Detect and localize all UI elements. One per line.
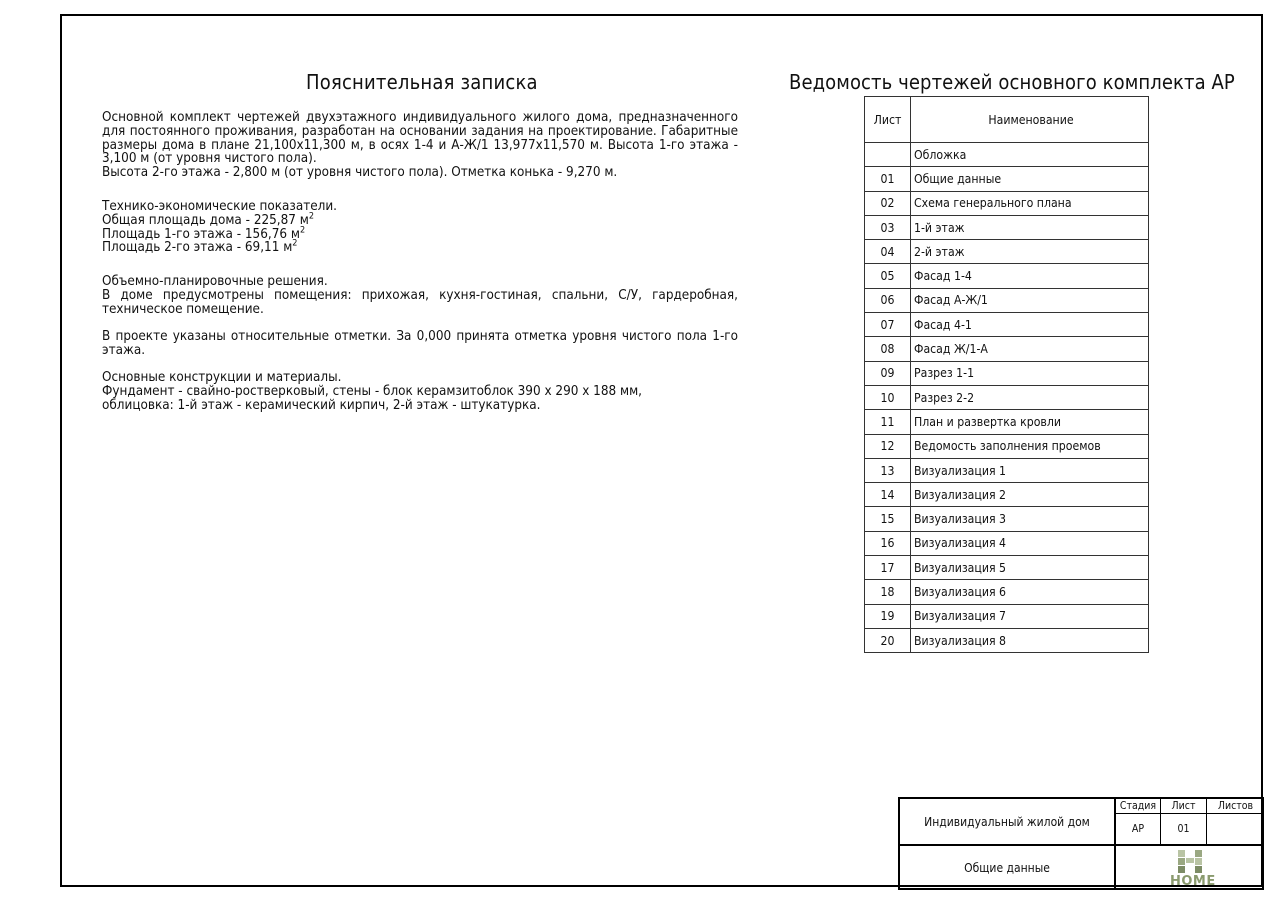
sheet-title-cell: Визуализация 8: [911, 628, 1149, 652]
sheet-title-cell: Визуализация 2: [911, 483, 1149, 507]
constr-line-1: Фундамент - свайно-ростверковый, стены - блок керамзитоблок 390 х 290 х 188 мм,: [102, 383, 642, 399]
sheet-title-cell: Визуализация 3: [911, 507, 1149, 531]
sheet-title-cell: Фасад Ж/1-А: [911, 337, 1149, 361]
title-block: [898, 797, 1264, 890]
table-row: [865, 288, 1149, 312]
sheet-title-cell: План и развертка кровли: [911, 410, 1149, 434]
sheet-value: 01: [1161, 814, 1207, 844]
table-header-row: [865, 97, 1149, 143]
sheets-label: Листов: [1207, 799, 1264, 814]
table-row: [865, 264, 1149, 288]
sheet-title-cell: Разрез 2-2: [911, 385, 1149, 409]
sheet-title-cell: Визуализация 6: [911, 580, 1149, 604]
col-name-header: Наименование: [911, 97, 1149, 143]
table-row: [865, 483, 1149, 507]
sheet-number-cell: 13: [865, 458, 911, 482]
sheet-number-cell: 01: [865, 167, 911, 191]
sheet-number-cell: 03: [865, 215, 911, 239]
sheet-title-cell: Фасад 4-1: [911, 313, 1149, 337]
table-row: [865, 337, 1149, 361]
table-row: [865, 604, 1149, 628]
sheet-number-cell: 19: [865, 604, 911, 628]
sheet-number-cell: 10: [865, 385, 911, 409]
drawings-table-body: [865, 143, 1149, 653]
table-row: [865, 215, 1149, 239]
plan-heading: Объемно-планировочные решения.: [102, 274, 328, 290]
table-row: [865, 434, 1149, 458]
table-row: [865, 361, 1149, 385]
sheet-number-cell: 11: [865, 410, 911, 434]
note-paragraph-1: Основной комплект чертежей двухэтажного индивидуального жилого дома, предназначенного для постоянного проживания, разработан на основании задания на проектирование. Габаритные размеры дома в плане 21,100х11,300 м, в осях 1-4 и А-Ж/1 13,977х11,570 м. Высота 1-го этажа - 3,100 м (от уровня чистого пола).: [102, 110, 738, 167]
sheet-number-cell: 02: [865, 191, 911, 215]
table-row: [865, 313, 1149, 337]
levels-text: В проекте указаны относительные отметки. За 0,000 принята отметка уровня чистого пола 1-го этажа.: [102, 329, 738, 358]
area-floor-1: Площадь 1-го этажа - 156,76 $м^2$: [102, 225, 306, 242]
constr-heading: Основные конструкции и материалы.: [102, 370, 342, 386]
sheet-number-cell: 08: [865, 337, 911, 361]
sheet-number-cell: 07: [865, 313, 911, 337]
sheet-number-cell: 16: [865, 531, 911, 555]
sheet-title-cell: Фасад А-Ж/1: [911, 288, 1149, 312]
sheet-title-cell: Визуализация 1: [911, 458, 1149, 482]
explanatory-note: [102, 111, 738, 413]
area-total: Общая площадь дома - 225,87 $м^2$: [102, 211, 315, 228]
sheet-number-cell: 12: [865, 434, 911, 458]
sheet-number-cell: 06: [865, 288, 911, 312]
note-title: Пояснительная записка: [306, 70, 538, 94]
sheet-number-cell: 14: [865, 483, 911, 507]
sheet-number-cell: 15: [865, 507, 911, 531]
sheet-number-cell: 17: [865, 556, 911, 580]
sheet-title-cell: Обложка: [911, 143, 1149, 167]
sheet-title-cell: Ведомость заполнения проемов: [911, 434, 1149, 458]
sheet-title-cell: Общие данные: [911, 167, 1149, 191]
table-row: [865, 507, 1149, 531]
plan-text: В доме предусмотрены помещения: прихожая, кухня-гостиная, спальни, С/У, гардеробная, техническое помещение.: [102, 287, 738, 317]
sheet-number-cell: [865, 143, 911, 167]
tep-heading: Технико-экономические показатели.: [102, 198, 337, 214]
sheet-title-cell: 1-й этаж: [911, 215, 1149, 239]
table-row: [865, 556, 1149, 580]
sheet-title-cell: Схема генерального плана: [911, 191, 1149, 215]
sheet-title-cell: Фасад 1-4: [911, 264, 1149, 288]
stage-label: Стадия: [1116, 799, 1161, 814]
table-row: [865, 458, 1149, 482]
table-row: [865, 143, 1149, 167]
sheet-title-cell: Разрез 1-1: [911, 361, 1149, 385]
object-name: Индивидуальный жилой дом: [924, 814, 1090, 829]
sheet-title-cell: Визуализация 4: [911, 531, 1149, 555]
sheet-title-cell: 2-й этаж: [911, 240, 1149, 264]
table-row: [865, 167, 1149, 191]
table-row: [865, 191, 1149, 215]
table-row: [865, 385, 1149, 409]
stage-value: АР: [1116, 814, 1161, 844]
note-paragraph-2: Высота 2-го этажа - 2,800 м (от уровня чистого пола). Отметка конька - 9,270 м.: [102, 165, 618, 181]
col-sheet-header: Лист: [865, 97, 911, 143]
sheet-name: Общие данные: [964, 861, 1050, 875]
sheets-value: [1207, 814, 1264, 844]
table-row: [865, 580, 1149, 604]
sheet-label: Лист: [1161, 799, 1207, 814]
constr-line-2: облицовка: 1-й этаж - керамический кирпич, 2-й этаж - штукатурка.: [102, 397, 541, 413]
sheet-title-cell: Визуализация 7: [911, 604, 1149, 628]
table-row: [865, 531, 1149, 555]
sheet-number-cell: 04: [865, 240, 911, 264]
sheet-number-cell: 18: [865, 580, 911, 604]
sheet-number-cell: 05: [865, 264, 911, 288]
table-row: [865, 628, 1149, 652]
sheet-number-cell: 20: [865, 628, 911, 652]
table-row: [865, 240, 1149, 264]
sheet-number-cell: 09: [865, 361, 911, 385]
drawings-table: [864, 96, 1149, 653]
table-row: [865, 410, 1149, 434]
area-floor-2: Площадь 2-го этажа - 69,11 $м^2$: [102, 238, 298, 256]
drawings-list-title: Ведомость чертежей основного комплекта АР: [789, 70, 1235, 94]
sheet-title-cell: Визуализация 5: [911, 556, 1149, 580]
logo-text: HOME: [1170, 874, 1216, 889]
